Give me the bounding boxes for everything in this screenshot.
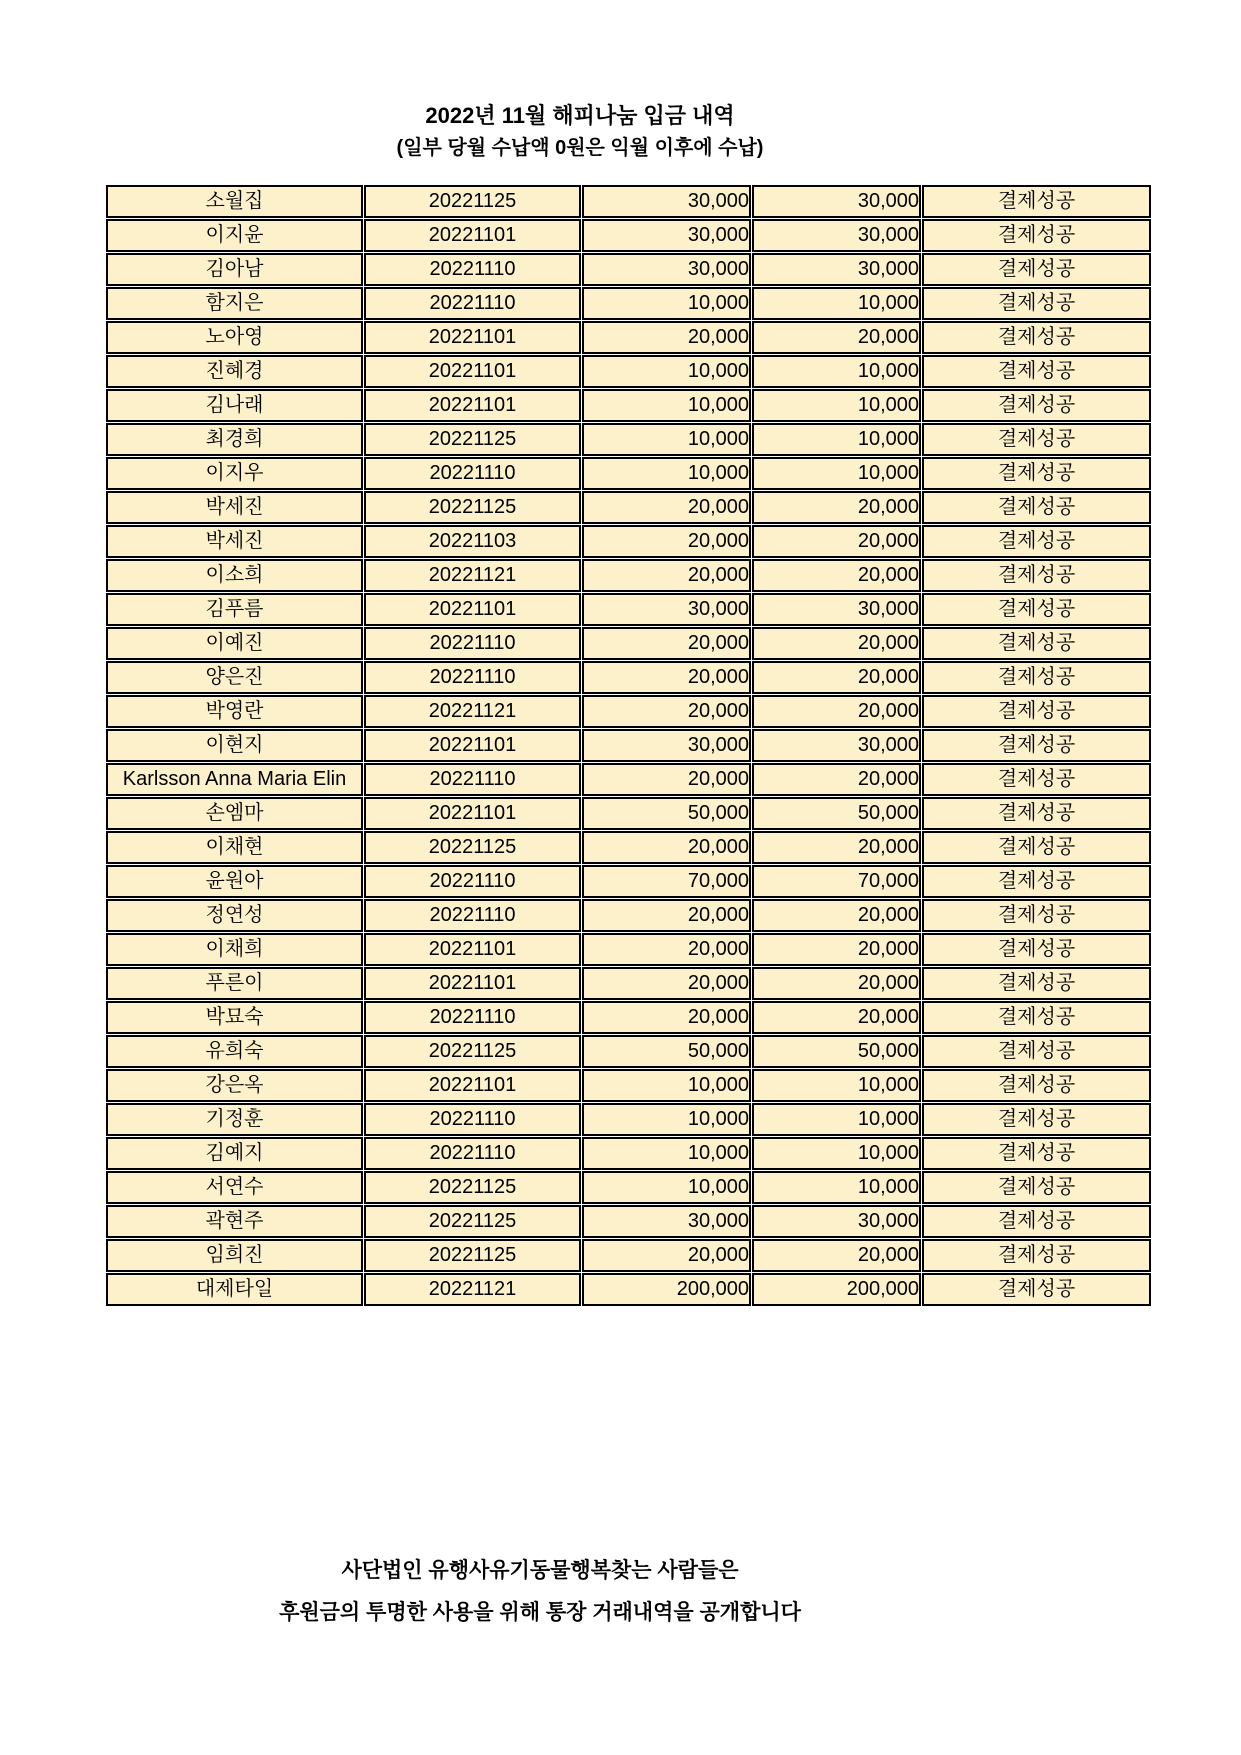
table-row	[106, 457, 1151, 490]
status-cell: 결제성공	[922, 287, 1151, 320]
donor-name-cell: 임희진	[106, 1239, 363, 1272]
amount-billed-cell: 20,000	[582, 661, 751, 694]
status-cell: 결제성공	[922, 797, 1151, 830]
amount-billed-cell: 10,000	[582, 389, 751, 422]
payment-date-cell: 20221125	[364, 185, 581, 218]
amount-paid-cell: 30,000	[752, 185, 921, 218]
amount-paid-cell: 10,000	[752, 355, 921, 388]
amount-billed-cell: 10,000	[582, 287, 751, 320]
amount-paid-cell: 20,000	[752, 831, 921, 864]
payment-date-cell: 20221101	[364, 321, 581, 354]
donor-name-cell: 기정훈	[106, 1103, 363, 1136]
table-row	[106, 423, 1151, 456]
amount-billed-cell: 10,000	[582, 355, 751, 388]
status-cell: 결제성공	[922, 933, 1151, 966]
amount-billed-cell: 10,000	[582, 1103, 751, 1136]
amount-paid-cell: 20,000	[752, 525, 921, 558]
donor-name-cell: 이현지	[106, 729, 363, 762]
payment-date-cell: 20221121	[364, 695, 581, 728]
payment-date-cell: 20221121	[364, 559, 581, 592]
amount-paid-cell: 10,000	[752, 1171, 921, 1204]
payment-date-cell: 20221101	[364, 729, 581, 762]
status-cell: 결제성공	[922, 967, 1151, 1000]
status-cell: 결제성공	[922, 355, 1151, 388]
amount-billed-cell: 10,000	[582, 423, 751, 456]
status-cell: 결제성공	[922, 729, 1151, 762]
amount-paid-cell: 50,000	[752, 1035, 921, 1068]
table-row	[106, 253, 1151, 286]
amount-billed-cell: 20,000	[582, 933, 751, 966]
page-title: 2022년 11월 해피나눔 입금 내역	[425, 103, 735, 128]
table-row	[106, 797, 1151, 830]
table-row	[106, 1273, 1151, 1306]
table-row	[106, 1239, 1151, 1272]
donor-name-cell: 유희숙	[106, 1035, 363, 1068]
donor-name-cell: 양은진	[106, 661, 363, 694]
amount-paid-cell: 20,000	[752, 899, 921, 932]
amount-billed-cell: 30,000	[582, 253, 751, 286]
donor-name-cell: 이지우	[106, 457, 363, 490]
payment-date-cell: 20221103	[364, 525, 581, 558]
status-cell: 결제성공	[922, 899, 1151, 932]
status-cell: 결제성공	[922, 559, 1151, 592]
donor-name-cell: 박세진	[106, 525, 363, 558]
payment-date-cell: 20221101	[364, 933, 581, 966]
amount-billed-cell: 30,000	[582, 593, 751, 626]
status-cell: 결제성공	[922, 321, 1151, 354]
donor-name-cell: 정연성	[106, 899, 363, 932]
footer-disclosure-line: 후원금의 투명한 사용을 위해 통장 거래내역을 공개합니다	[279, 1601, 801, 1624]
table-row	[106, 933, 1151, 966]
table-row	[106, 287, 1151, 320]
donation-table	[105, 184, 1152, 1307]
table-row	[106, 491, 1151, 524]
status-cell: 결제성공	[922, 865, 1151, 898]
donor-name-cell: 이소희	[106, 559, 363, 592]
amount-billed-cell: 20,000	[582, 525, 751, 558]
donor-name-cell: 함지은	[106, 287, 363, 320]
amount-paid-cell: 10,000	[752, 1069, 921, 1102]
table-row	[106, 865, 1151, 898]
footer-block	[40, 1550, 1040, 1634]
payment-date-cell: 20221110	[364, 287, 581, 320]
table-row	[106, 661, 1151, 694]
amount-paid-cell: 20,000	[752, 763, 921, 796]
status-cell: 결제성공	[922, 593, 1151, 626]
amount-billed-cell: 30,000	[582, 729, 751, 762]
status-cell: 결제성공	[922, 1069, 1151, 1102]
table-row	[106, 355, 1151, 388]
amount-billed-cell: 10,000	[582, 1069, 751, 1102]
table-row	[106, 593, 1151, 626]
payment-date-cell: 20221110	[364, 763, 581, 796]
donor-name-cell: 박영란	[106, 695, 363, 728]
status-cell: 결제성공	[922, 1273, 1151, 1306]
donation-table-body	[106, 185, 1151, 1306]
status-cell: 결제성공	[922, 185, 1151, 218]
status-cell: 결제성공	[922, 457, 1151, 490]
status-cell: 결제성공	[922, 1239, 1151, 1272]
table-row	[106, 1069, 1151, 1102]
table-row	[106, 389, 1151, 422]
amount-paid-cell: 30,000	[752, 729, 921, 762]
amount-billed-cell: 30,000	[582, 185, 751, 218]
status-cell: 결제성공	[922, 695, 1151, 728]
status-cell: 결제성공	[922, 389, 1151, 422]
payment-date-cell: 20221110	[364, 1001, 581, 1034]
table-row	[106, 185, 1151, 218]
payment-date-cell: 20221110	[364, 1103, 581, 1136]
amount-billed-cell: 20,000	[582, 763, 751, 796]
amount-billed-cell: 10,000	[582, 1137, 751, 1170]
status-cell: 결제성공	[922, 253, 1151, 286]
status-cell: 결제성공	[922, 661, 1151, 694]
amount-paid-cell: 50,000	[752, 797, 921, 830]
status-cell: 결제성공	[922, 491, 1151, 524]
status-cell: 결제성공	[922, 1001, 1151, 1034]
table-row	[106, 321, 1151, 354]
amount-billed-cell: 20,000	[582, 1001, 751, 1034]
table-row	[106, 729, 1151, 762]
status-cell: 결제성공	[922, 1205, 1151, 1238]
payment-date-cell: 20221125	[364, 831, 581, 864]
donor-name-cell: 이예진	[106, 627, 363, 660]
payment-date-cell: 20221125	[364, 491, 581, 524]
donor-name-cell: 박묘숙	[106, 1001, 363, 1034]
payment-date-cell: 20221125	[364, 1205, 581, 1238]
amount-paid-cell: 10,000	[752, 423, 921, 456]
table-row	[106, 627, 1151, 660]
donor-name-cell: 곽현주	[106, 1205, 363, 1238]
donor-name-cell: 김나래	[106, 389, 363, 422]
donor-name-cell: 윤원아	[106, 865, 363, 898]
status-cell: 결제성공	[922, 627, 1151, 660]
amount-billed-cell: 20,000	[582, 559, 751, 592]
table-row	[106, 1171, 1151, 1204]
table-row	[106, 695, 1151, 728]
amount-paid-cell: 20,000	[752, 967, 921, 1000]
status-cell: 결제성공	[922, 763, 1151, 796]
amount-paid-cell: 30,000	[752, 253, 921, 286]
table-row	[106, 899, 1151, 932]
amount-billed-cell: 20,000	[582, 831, 751, 864]
table-row	[106, 1035, 1151, 1068]
payment-date-cell: 20221110	[364, 457, 581, 490]
payment-date-cell: 20221110	[364, 899, 581, 932]
donor-name-cell: 대제타일	[106, 1273, 363, 1306]
amount-billed-cell: 10,000	[582, 1171, 751, 1204]
payment-date-cell: 20221110	[364, 627, 581, 660]
status-cell: 결제성공	[922, 423, 1151, 456]
payment-date-cell: 20221110	[364, 1137, 581, 1170]
amount-billed-cell: 200,000	[582, 1273, 751, 1306]
amount-paid-cell: 20,000	[752, 1239, 921, 1272]
table-row	[106, 559, 1151, 592]
amount-billed-cell: 20,000	[582, 967, 751, 1000]
payment-date-cell: 20221101	[364, 355, 581, 388]
status-cell: 결제성공	[922, 525, 1151, 558]
amount-paid-cell: 30,000	[752, 1205, 921, 1238]
amount-paid-cell: 10,000	[752, 389, 921, 422]
table-row	[106, 1103, 1151, 1136]
amount-billed-cell: 30,000	[582, 1205, 751, 1238]
donor-name-cell: 노아영	[106, 321, 363, 354]
table-row	[106, 1137, 1151, 1170]
donor-name-cell: 이채현	[106, 831, 363, 864]
donor-name-cell: 박세진	[106, 491, 363, 524]
amount-paid-cell: 70,000	[752, 865, 921, 898]
amount-billed-cell: 50,000	[582, 1035, 751, 1068]
donor-name-cell: 강은옥	[106, 1069, 363, 1102]
table-row	[106, 831, 1151, 864]
table-row	[106, 967, 1151, 1000]
donor-name-cell: 푸른이	[106, 967, 363, 1000]
payment-date-cell: 20221110	[364, 253, 581, 286]
amount-billed-cell: 20,000	[582, 321, 751, 354]
amount-billed-cell: 20,000	[582, 627, 751, 660]
amount-paid-cell: 10,000	[752, 1137, 921, 1170]
donor-name-cell: 소월집	[106, 185, 363, 218]
donor-name-cell: Karlsson Anna Maria Elin	[106, 763, 363, 796]
payment-date-cell: 20221101	[364, 219, 581, 252]
page-subtitle: (일부 당월 수납액 0원은 익월 이후에 수납)	[396, 137, 764, 159]
table-row	[106, 525, 1151, 558]
payment-date-cell: 20221125	[364, 1035, 581, 1068]
amount-paid-cell: 20,000	[752, 661, 921, 694]
donor-name-cell: 김아남	[106, 253, 363, 286]
status-cell: 결제성공	[922, 1035, 1151, 1068]
payment-date-cell: 20221101	[364, 797, 581, 830]
amount-paid-cell: 10,000	[752, 1103, 921, 1136]
donor-name-cell: 김푸름	[106, 593, 363, 626]
donor-name-cell: 손엠마	[106, 797, 363, 830]
amount-billed-cell: 20,000	[582, 491, 751, 524]
payment-date-cell: 20221101	[364, 389, 581, 422]
amount-paid-cell: 20,000	[752, 627, 921, 660]
amount-billed-cell: 30,000	[582, 219, 751, 252]
status-cell: 결제성공	[922, 1171, 1151, 1204]
amount-paid-cell: 20,000	[752, 1001, 921, 1034]
donor-name-cell: 서연수	[106, 1171, 363, 1204]
amount-billed-cell: 20,000	[582, 1239, 751, 1272]
amount-paid-cell: 20,000	[752, 695, 921, 728]
title-block	[80, 100, 1080, 164]
payment-date-cell: 20221110	[364, 661, 581, 694]
amount-paid-cell: 30,000	[752, 593, 921, 626]
amount-paid-cell: 200,000	[752, 1273, 921, 1306]
table-row	[106, 1001, 1151, 1034]
status-cell: 결제성공	[922, 831, 1151, 864]
payment-date-cell: 20221121	[364, 1273, 581, 1306]
table-row	[106, 219, 1151, 252]
amount-paid-cell: 20,000	[752, 321, 921, 354]
payment-date-cell: 20221101	[364, 593, 581, 626]
table-row	[106, 763, 1151, 796]
donor-name-cell: 이지윤	[106, 219, 363, 252]
table-row	[106, 1205, 1151, 1238]
amount-paid-cell: 20,000	[752, 933, 921, 966]
payment-date-cell: 20221101	[364, 967, 581, 1000]
payment-date-cell: 20221125	[364, 1171, 581, 1204]
status-cell: 결제성공	[922, 1103, 1151, 1136]
amount-billed-cell: 50,000	[582, 797, 751, 830]
amount-billed-cell: 70,000	[582, 865, 751, 898]
status-cell: 결제성공	[922, 1137, 1151, 1170]
donor-name-cell: 김예지	[106, 1137, 363, 1170]
amount-billed-cell: 20,000	[582, 695, 751, 728]
amount-paid-cell: 20,000	[752, 559, 921, 592]
payment-date-cell: 20221110	[364, 865, 581, 898]
payment-date-cell: 20221125	[364, 1239, 581, 1272]
footer-org-line: 사단법인 유행사유기동물행복찾는 사람들은	[341, 1559, 739, 1582]
payment-date-cell: 20221101	[364, 1069, 581, 1102]
amount-paid-cell: 30,000	[752, 219, 921, 252]
amount-billed-cell: 20,000	[582, 899, 751, 932]
payment-date-cell: 20221125	[364, 423, 581, 456]
status-cell: 결제성공	[922, 219, 1151, 252]
donor-name-cell: 진혜경	[106, 355, 363, 388]
amount-paid-cell: 10,000	[752, 287, 921, 320]
amount-paid-cell: 10,000	[752, 457, 921, 490]
amount-billed-cell: 10,000	[582, 457, 751, 490]
donor-name-cell: 이채희	[106, 933, 363, 966]
donor-name-cell: 최경희	[106, 423, 363, 456]
amount-paid-cell: 20,000	[752, 491, 921, 524]
